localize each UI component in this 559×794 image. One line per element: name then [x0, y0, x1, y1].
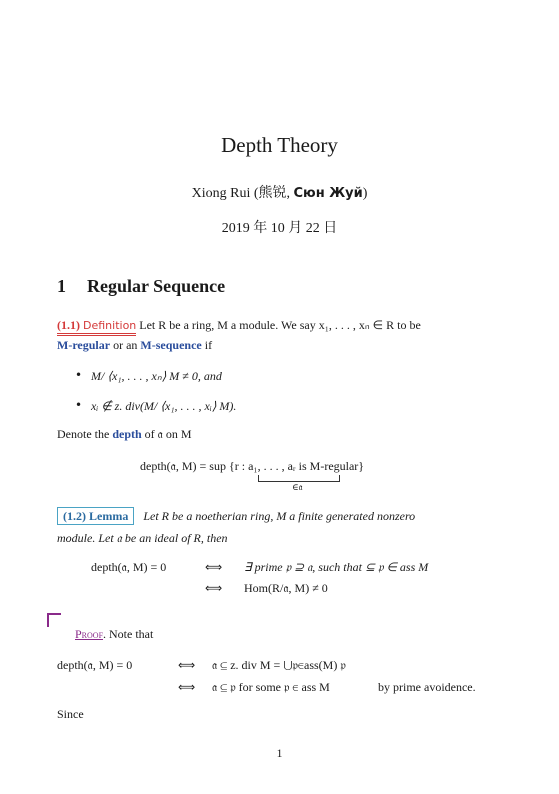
underbrace-label: ∈𝔞 [292, 483, 303, 493]
document-date: 2019 年 10 月 22 日 [221, 221, 338, 236]
definition-label: (1.1) Definition [57, 318, 136, 336]
proof-line: Proof. Note that [75, 627, 154, 641]
lemma-text-1: Let R be a noetherian ring, M a finite generated nonzero [143, 509, 416, 523]
author-name: Xiong Rui (熊锐, [191, 186, 294, 201]
term-m-sequence: M-sequence [140, 338, 202, 352]
term-m-regular: M-regular [57, 338, 111, 352]
definition-bullet-2: xᵢ ∉ z. div(M/ ⟨x₁, . . . , xᵢ⟩ M). [91, 399, 237, 413]
proof-eq-lhs: depth(𝔞, M) = 0 [57, 658, 133, 672]
lemma-iff-1: ⟺ [205, 560, 223, 574]
proof-iff-1: ⟺ [178, 658, 196, 672]
document-title: Depth Theory [221, 133, 338, 157]
term-depth: depth [112, 427, 142, 441]
proof-label: Proof [75, 627, 104, 641]
proof-eq-rhs-1: 𝔞 ⊆ z. div M = ⋃𝔭∈ass(M) 𝔭 [212, 658, 346, 672]
author-line [0, 182, 559, 202]
lemma-eq-rhs-1: ∃ prime 𝔭 ⊇ 𝔞, such that ⊆ 𝔭 ∈ ass M [244, 560, 429, 574]
lemma-text-2: module. Let 𝔞 be an ideal of R, then [57, 531, 228, 545]
section-title: Regular Sequence [87, 276, 226, 296]
lemma-eq-lhs: depth(𝔞, M) = 0 [91, 560, 167, 574]
author-close: ) [362, 186, 368, 201]
lemma-line-1 [57, 508, 507, 524]
lemma-iff-2: ⟺ [205, 581, 223, 595]
proof-note: by prime avoidence. [378, 680, 476, 694]
proof-corner-mark [47, 613, 61, 627]
section-heading [57, 276, 225, 297]
lemma-label: (1.2) Lemma [57, 507, 134, 525]
proof-eq-rhs-2: 𝔞 ⊆ 𝔭 for some 𝔭 ∈ ass M [212, 680, 330, 694]
section-number: 1 [57, 276, 66, 296]
underbrace [258, 475, 340, 482]
page-number: 1 [276, 746, 283, 760]
definition-line-1 [57, 317, 507, 334]
definition-bullet-1: M/ ⟨x₁, . . . , xₙ⟩ M ≠ 0, and [91, 369, 222, 383]
bullet-dot: • [75, 368, 83, 382]
bullet-dot: • [75, 398, 83, 412]
definition-text: Let R be a ring, M a module. We say x₁, . . . , xₙ ∈ R to be [139, 318, 421, 332]
definition-line-2: M-regular or an M-sequence if [57, 338, 213, 352]
lemma-eq-rhs-2: Hom(R/𝔞, M) ≠ 0 [244, 581, 328, 595]
denote-line: Denote the depth of 𝔞 on M [57, 427, 192, 441]
depth-formula: depth(𝔞, M) = sup {r : a₁, . . . , aᵣ is M-regular} [140, 459, 365, 473]
author-name-russian: Сюн Жуй [293, 186, 363, 201]
proof-iff-2: ⟺ [178, 680, 196, 694]
proof-since: Since [57, 707, 84, 721]
